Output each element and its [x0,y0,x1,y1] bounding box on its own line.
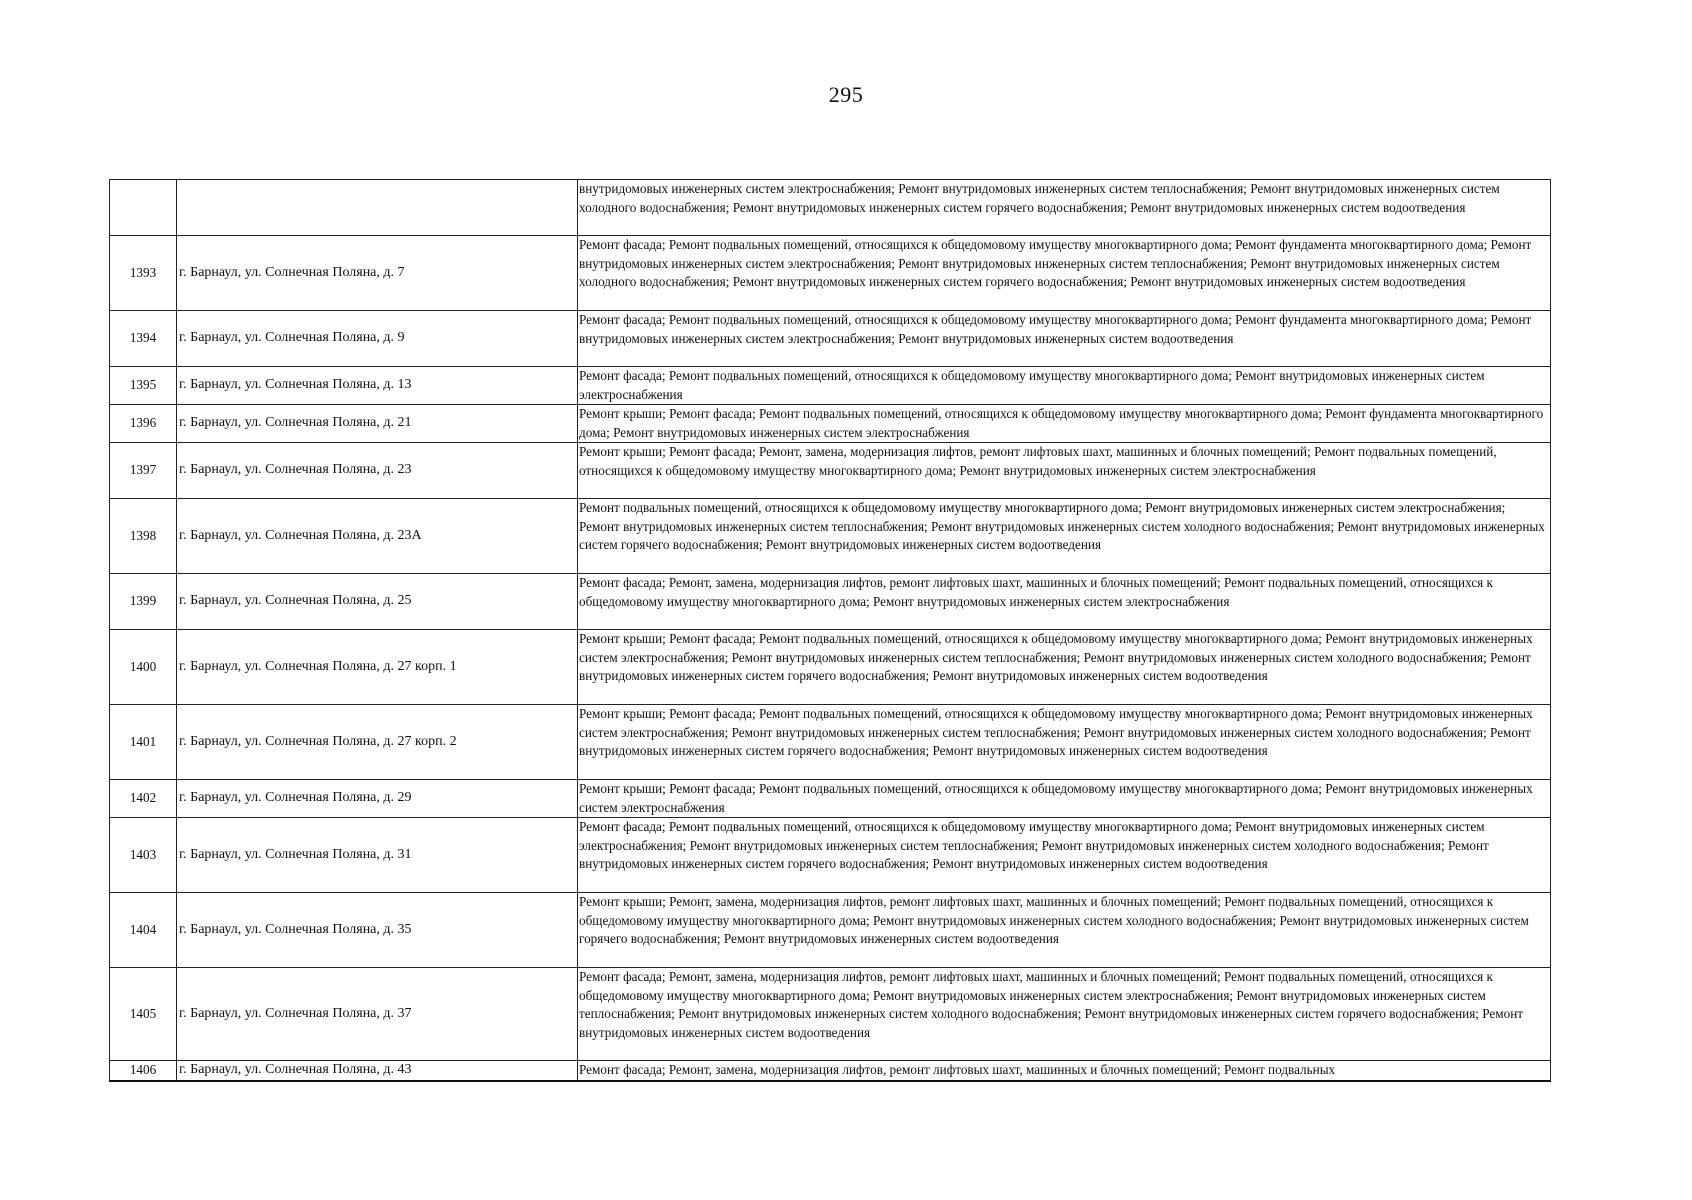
repair-works-table [109,179,1551,1082]
row-address: г. Барнаул, ул. Солнечная Поляна, д. 23 [177,443,578,499]
row-address: г. Барнаул, ул. Солнечная Поляна, д. 7 [177,236,578,311]
row-number: 1393 [110,236,177,311]
row-works: Ремонт фасада; Ремонт подвальных помещений, относящихся к общедомовому имуществу многоквартирного дома; Ремонт внутридомовых инженерных систем электроснабжения [578,367,1551,405]
row-works: внутридомовых инженерных систем электроснабжения; Ремонт внутридомовых инженерных систем теплоснабжения; Ремонт внутридомовых инженерных систем холодного водоснабжения; Ремонт внутридомовых инженерных систем горячего водоснабжения; Ремонт внутридомовых инженерных систем водоотведения [578,180,1551,236]
row-works: Ремонт подвальных помещений, относящихся к общедомовому имуществу многоквартирного дома; Ремонт внутридомовых инженерных систем электроснабжения; Ремонт внутридомовых инженерных систем теплоснабжения; Ремонт внутридомовых инженерных систем холодного водоснабжения; Ремонт внутридомовых инженерных систем горячего водоснабжения; Ремонт внутридомовых инженерных систем водоотведения [578,499,1551,574]
row-works: Ремонт фасада; Ремонт подвальных помещений, относящихся к общедомовому имуществу многоквартирного дома; Ремонт внутридомовых инженерных систем электроснабжения; Ремонт внутридомовых инженерных систем теплоснабжения; Ремонт внутридомовых инженерных систем холодного водоснабжения; Ремонт внутридомовых инженерных систем горячего водоснабжения; Ремонт внутридомовых инженерных систем водоотведения [578,818,1551,893]
row-address: г. Барнаул, ул. Солнечная Поляна, д. 35 [177,893,578,968]
row-works: Ремонт фасада; Ремонт, замена, модернизация лифтов, ремонт лифтовых шахт, машинных и блочных помещений; Ремонт подвальных помещений, относящихся к общедомовому имуществу многоквартирного дома; Ремонт внутридомовых инженерных систем электроснабжения [578,574,1551,630]
row-number: 1397 [110,443,177,499]
row-number: 1401 [110,705,177,780]
row-address: г. Барнаул, ул. Солнечная Поляна, д. 21 [177,405,578,443]
row-works: Ремонт крыши; Ремонт, замена, модернизация лифтов, ремонт лифтовых шахт, машинных и блочных помещений; Ремонт подвальных помещений, относящихся к общедомовому имуществу многоквартирного дома; Ремонт внутридомовых инженерных систем холодного водоснабжения; Ремонт внутридомовых инженерных систем горячего водоснабжения; Ремонт внутридомовых инженерных систем водоотведения [578,893,1551,968]
table-row [110,1061,1551,1081]
row-number: 1396 [110,405,177,443]
row-number: 1404 [110,893,177,968]
row-works: Ремонт крыши; Ремонт фасада; Ремонт, замена, модернизация лифтов, ремонт лифтовых шахт, машинных и блочных помещений; Ремонт подвальных помещений, относящихся к общедомовому имуществу многоквартирного дома; Ремонт внутридомовых инженерных систем электроснабжения [578,443,1551,499]
table-row [110,180,1551,236]
table-row [110,705,1551,780]
row-works: Ремонт фасада; Ремонт, замена, модернизация лифтов, ремонт лифтовых шахт, машинных и блочных помещений; Ремонт подвальных [578,1061,1551,1081]
row-number: 1394 [110,311,177,367]
table-row [110,630,1551,705]
row-works: Ремонт крыши; Ремонт фасада; Ремонт подвальных помещений, относящихся к общедомовому имуществу многоквартирного дома; Ремонт внутридомовых инженерных систем электроснабжения [578,780,1551,818]
row-works: Ремонт фасада; Ремонт подвальных помещений, относящихся к общедомовому имуществу многоквартирного дома; Ремонт фундамента многоквартирного дома; Ремонт внутридомовых инженерных систем электроснабжения; Ремонт внутридомовых инженерных систем теплоснабжения; Ремонт внутридомовых инженерных систем холодного водоснабжения; Ремонт внутридомовых инженерных систем горячего водоснабжения; Ремонт внутридомовых инженерных систем водоотведения [578,236,1551,311]
row-number: 1399 [110,574,177,630]
row-address: г. Барнаул, ул. Солнечная Поляна, д. 27 корп. 1 [177,630,578,705]
table-row [110,499,1551,574]
row-works: Ремонт крыши; Ремонт фасада; Ремонт подвальных помещений, относящихся к общедомовому имуществу многоквартирного дома; Ремонт внутридомовых инженерных систем электроснабжения; Ремонт внутридомовых инженерных систем теплоснабжения; Ремонт внутридомовых инженерных систем холодного водоснабжения; Ремонт внутридомовых инженерных систем горячего водоснабжения; Ремонт внутридомовых инженерных систем водоотведения [578,630,1551,705]
row-address: г. Барнаул, ул. Солнечная Поляна, д. 31 [177,818,578,893]
table-row [110,574,1551,630]
table-row [110,405,1551,443]
row-works: Ремонт крыши; Ремонт фасада; Ремонт подвальных помещений, относящихся к общедомовому имуществу многоквартирного дома; Ремонт фундамента многоквартирного дома; Ремонт внутридомовых инженерных систем электроснабжения [578,405,1551,443]
row-number: 1406 [110,1061,177,1081]
table-row [110,818,1551,893]
row-address: г. Барнаул, ул. Солнечная Поляна, д. 25 [177,574,578,630]
page-number: 295 [828,82,864,107]
table-row [110,311,1551,367]
table-row [110,367,1551,405]
row-number: 1402 [110,780,177,818]
row-works: Ремонт фасада; Ремонт, замена, модернизация лифтов, ремонт лифтовых шахт, машинных и блочных помещений; Ремонт подвальных помещений, относящихся к общедомовому имуществу многоквартирного дома; Ремонт внутридомовых инженерных систем электроснабжения; Ремонт внутридомовых инженерных систем теплоснабжения; Ремонт внутридомовых инженерных систем холодного водоснабжения; Ремонт внутридомовых инженерных систем горячего водоснабжения; Ремонт внутридомовых инженерных систем водоотведения [578,968,1551,1061]
row-number: 1398 [110,499,177,574]
row-number [110,180,177,236]
row-address [177,180,578,236]
row-works: Ремонт крыши; Ремонт фасада; Ремонт подвальных помещений, относящихся к общедомовому имуществу многоквартирного дома; Ремонт внутридомовых инженерных систем электроснабжения; Ремонт внутридомовых инженерных систем теплоснабжения; Ремонт внутридомовых инженерных систем холодного водоснабжения; Ремонт внутридомовых инженерных систем горячего водоснабжения; Ремонт внутридомовых инженерных систем водоотведения [578,705,1551,780]
row-number: 1403 [110,818,177,893]
row-works: Ремонт фасада; Ремонт подвальных помещений, относящихся к общедомовому имуществу многоквартирного дома; Ремонт фундамента многоквартирного дома; Ремонт внутридомовых инженерных систем электроснабжения; Ремонт внутридомовых инженерных систем водоотведения [578,311,1551,367]
table-row [110,236,1551,311]
row-address: г. Барнаул, ул. Солнечная Поляна, д. 43 [177,1061,578,1081]
row-number: 1395 [110,367,177,405]
table-row [110,780,1551,818]
row-address: г. Барнаул, ул. Солнечная Поляна, д. 29 [177,780,578,818]
row-address: г. Барнаул, ул. Солнечная Поляна, д. 23А [177,499,578,574]
table-row [110,968,1551,1061]
row-address: г. Барнаул, ул. Солнечная Поляна, д. 13 [177,367,578,405]
table-row [110,893,1551,968]
table-row [110,443,1551,499]
row-number: 1405 [110,968,177,1061]
row-number: 1400 [110,630,177,705]
row-address: г. Барнаул, ул. Солнечная Поляна, д. 27 корп. 2 [177,705,578,780]
row-address: г. Барнаул, ул. Солнечная Поляна, д. 37 [177,968,578,1061]
row-address: г. Барнаул, ул. Солнечная Поляна, д. 9 [177,311,578,367]
